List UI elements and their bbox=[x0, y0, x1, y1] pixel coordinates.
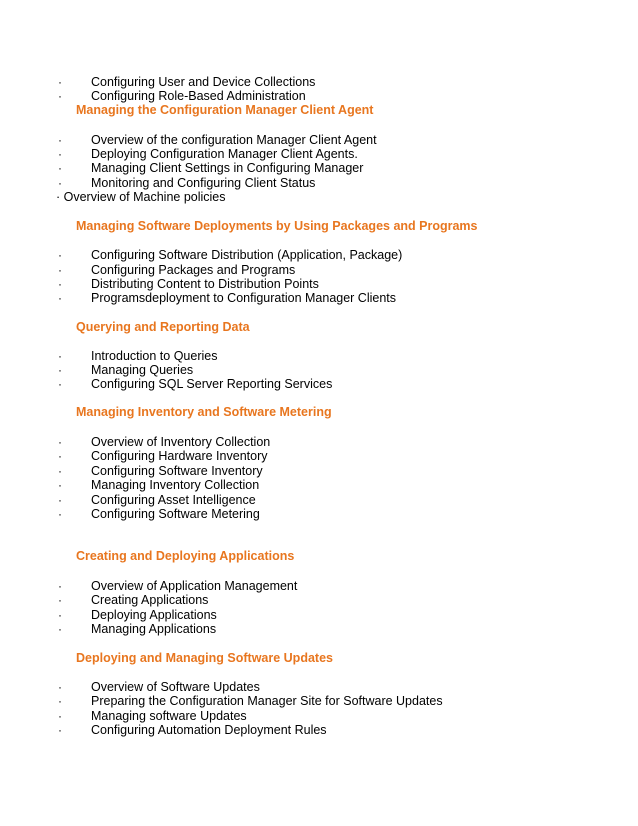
list-item-text: Managing Client Settings in Configuring Manager bbox=[91, 161, 364, 175]
list-item-text: Managing Queries bbox=[91, 363, 194, 377]
list-item-text: Managing software Updates bbox=[91, 709, 247, 723]
list-item-text: Managing Applications bbox=[91, 622, 217, 636]
bullet-icon: · bbox=[58, 579, 62, 593]
list-item-text: Introduction to Queries bbox=[91, 349, 218, 363]
bullet-icon: · bbox=[58, 593, 62, 607]
section-heading-updates: Deploying and Managing Software Updates bbox=[76, 651, 333, 665]
list-item-text: Monitoring and Configuring Client Status bbox=[91, 176, 316, 190]
bullet-icon: · bbox=[58, 507, 62, 521]
bullet-icon: · bbox=[58, 680, 62, 694]
list-item-text: Overview of Application Management bbox=[91, 579, 298, 593]
bullet-icon: · bbox=[58, 694, 62, 708]
bullet-icon: · bbox=[58, 377, 62, 391]
list-item-text: Overview of the configuration Manager Client Agent bbox=[91, 133, 377, 147]
bullet-icon: · bbox=[58, 75, 62, 89]
list-item-text: Programsdeployment to Configuration Manager Clients bbox=[91, 291, 397, 305]
bullet-icon: · bbox=[58, 349, 62, 363]
bullet-icon: · bbox=[58, 478, 62, 492]
list-item-text: Configuring Asset Intelligence bbox=[91, 493, 256, 507]
list-item-text: Configuring Role-Based Administration bbox=[91, 89, 306, 103]
bullet-icon: · bbox=[58, 161, 62, 175]
bullet-icon: · bbox=[58, 464, 62, 478]
bullet-icon: · bbox=[58, 147, 62, 161]
list-item-text: Configuring Software Distribution (Application, Package) bbox=[91, 248, 403, 262]
list-item-text: Configuring Hardware Inventory bbox=[91, 449, 268, 463]
bullet-icon: · bbox=[58, 493, 62, 507]
bullet-icon: · bbox=[58, 449, 62, 463]
bullet-icon: · bbox=[58, 277, 62, 291]
list-item-loose: · Overview of Machine policies bbox=[56, 190, 226, 204]
bullet-icon: · bbox=[58, 709, 62, 723]
bullet-icon: · bbox=[58, 248, 62, 262]
bullet-icon: · bbox=[58, 133, 62, 147]
list-item-text: Managing Inventory Collection bbox=[91, 478, 260, 492]
section-heading-applications: Creating and Deploying Applications bbox=[76, 549, 295, 563]
list-item-text: Creating Applications bbox=[91, 593, 209, 607]
bullet-icon: · bbox=[58, 622, 62, 636]
list-item-text: Distributing Content to Distribution Points bbox=[91, 277, 319, 291]
section-heading-inventory: Managing Inventory and Software Metering bbox=[76, 405, 332, 419]
list-item-text: Preparing the Configuration Manager Site for Software Updates bbox=[91, 694, 443, 708]
bullet-icon: · bbox=[58, 363, 62, 377]
list-item-text: Deploying Applications bbox=[91, 608, 217, 622]
list-item-text: Configuring SQL Server Reporting Services bbox=[91, 377, 333, 391]
list-item-text: Configuring User and Device Collections bbox=[91, 75, 316, 89]
section-heading-client-agent: Managing the Configuration Manager Client Agent bbox=[76, 103, 374, 117]
list-item-text: Deploying Configuration Manager Client Agents. bbox=[91, 147, 358, 161]
list-item-text: Configuring Automation Deployment Rules bbox=[91, 723, 327, 737]
section-heading-software-deployments: Managing Software Deployments by Using Packages and Programs bbox=[76, 219, 478, 233]
list-item-text: Configuring Software Metering bbox=[91, 507, 260, 521]
bullet-icon: · bbox=[58, 723, 62, 737]
list-item-text: Overview of Inventory Collection bbox=[91, 435, 271, 449]
bullet-icon: · bbox=[58, 176, 62, 190]
bullet-icon: · bbox=[58, 263, 62, 277]
section-heading-querying: Querying and Reporting Data bbox=[76, 320, 250, 334]
list-item-text: Configuring Software Inventory bbox=[91, 464, 263, 478]
bullet-icon: · bbox=[58, 608, 62, 622]
bullet-icon: · bbox=[58, 291, 62, 305]
bullet-icon: · bbox=[58, 435, 62, 449]
list-item-text: Overview of Software Updates bbox=[91, 680, 260, 694]
bullet-icon: · bbox=[58, 89, 62, 103]
list-item-text: Configuring Packages and Programs bbox=[91, 263, 296, 277]
